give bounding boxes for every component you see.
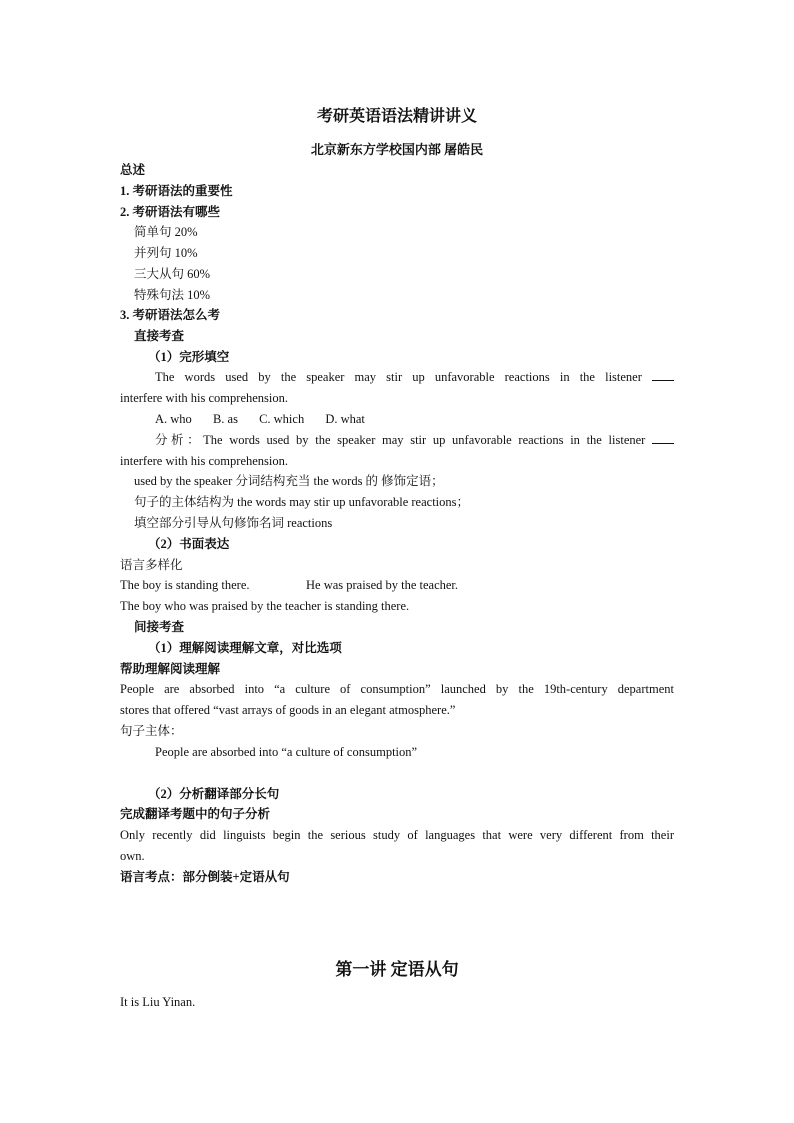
reading-subheading: 帮助理解阅读理解 <box>120 662 221 676</box>
reading-line-2: stores that offered “vast arrays of goods in an elegant atmosphere.” <box>120 703 456 717</box>
grammar-share-simple: 简单句 20% <box>134 225 198 239</box>
translate-heading: （2）分析翻译部分长句 <box>148 787 280 801</box>
option-a: A. who <box>155 412 192 426</box>
indirect-heading: 间接考查 <box>134 620 185 634</box>
option-c: C. which <box>259 412 305 426</box>
reading-line-1: People are absorbed into “a culture of consumption” launched by the 19th-century department <box>120 682 674 696</box>
subject-text: People are absorbed into “a culture of consumption” <box>155 745 418 759</box>
overview-item-2: 2. 考研语法有哪些 <box>120 205 221 219</box>
overview-heading: 总述 <box>120 163 146 177</box>
analysis-note-3: 填空部分引导从句修饰名词 reactions <box>134 516 333 530</box>
analysis-text-1: 分析：The words used by the speaker may stir up unfavorable reactions in the listener <box>155 433 646 447</box>
overview-item-3: 3. 考研语法怎么考 <box>120 308 221 322</box>
analysis-blank <box>652 433 674 444</box>
analysis-line-2: interfere with his comprehension. <box>120 454 289 468</box>
analysis-line-1 <box>155 431 674 449</box>
language-points: 语言考点：部分倒装+定语从句 <box>120 870 290 884</box>
options-row <box>155 410 383 428</box>
option-b: B. as <box>212 412 238 426</box>
lecture-first-line: It is Liu Yinan. <box>120 995 196 1009</box>
grammar-share-compound: 并列句 10% <box>134 246 198 260</box>
question-text-1: The words used by the speaker may stir up unfavorable reactions in the listener <box>155 370 642 384</box>
cloze-heading: （1）完形填空 <box>148 350 230 364</box>
subject-label: 句子主体： <box>120 724 183 738</box>
question-line-1 <box>155 368 674 386</box>
translate-line-2: own. <box>120 849 145 863</box>
translate-line-1: Only recently did linguists begin the serious study of languages that were very different from their <box>120 828 674 842</box>
answer-blank <box>652 370 674 381</box>
example-sentence-2: The boy who was praised by the teacher is standing there. <box>120 599 410 613</box>
lecture-title: 第一讲 定语从句 <box>335 960 459 979</box>
writing-heading: （2）书面表达 <box>148 537 230 551</box>
question-line-2: interfere with his comprehension. <box>120 391 289 405</box>
example-sentence-1b: He was praised by the teacher. <box>306 578 459 592</box>
grammar-share-special: 特殊句法 10% <box>134 288 211 302</box>
overview-item-1: 1. 考研语法的重要性 <box>120 184 233 198</box>
reading-heading: （1）理解阅读理解文章，对比选项 <box>148 641 342 655</box>
analysis-note-2: 句子的主体结构为 the words may stir up unfavorable reactions； <box>134 495 470 509</box>
writing-subheading: 语言多样化 <box>120 558 183 572</box>
author-line: 北京新东方学校国内部 屠皓民 <box>310 142 484 157</box>
grammar-share-clauses: 三大从句 60% <box>134 267 211 281</box>
translate-subheading: 完成翻译考题中的句子分析 <box>120 807 271 821</box>
document-title: 考研英语语法精讲讲义 <box>316 108 477 125</box>
example-sentence-1a: The boy is standing there. <box>120 578 250 592</box>
analysis-note-1: used by the speaker 分词结构充当 the words 的 修饰定语； <box>134 474 444 488</box>
direct-heading: 直接考查 <box>134 329 185 343</box>
option-d: D. what <box>325 412 365 426</box>
